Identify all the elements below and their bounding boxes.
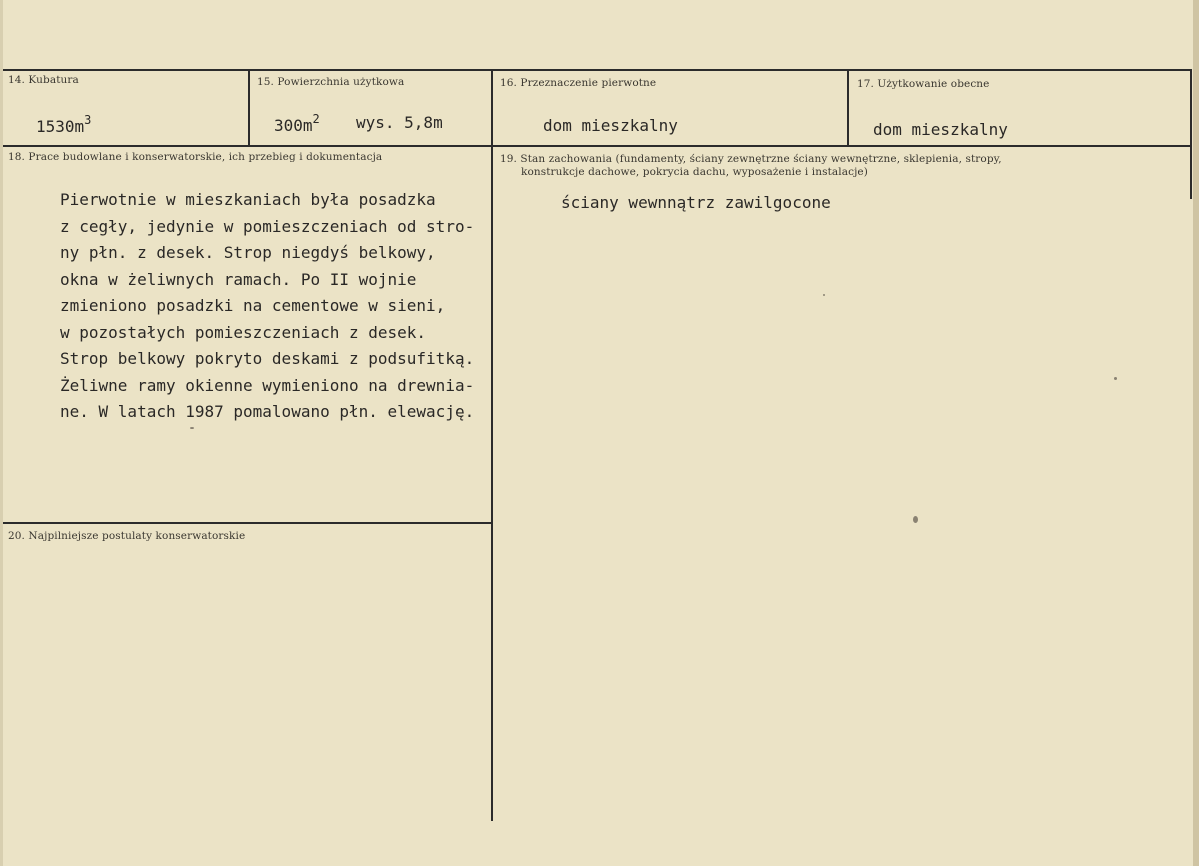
field-14-label: 14. Kubatura — [8, 74, 79, 86]
field-15-value: $300m^2$ — [274, 112, 320, 135]
section-20-divider — [3, 522, 492, 524]
field-17-label: 17. Użytkowanie obecne — [857, 78, 990, 90]
field-16-label: 16. Przeznaczenie pierwotne — [500, 77, 657, 89]
field-18-line: Strop belkowy pokryto deskami z podsufitką. — [60, 349, 475, 368]
field-20-label: 20. Najpilniejsze postulaty konserwatorskie — [8, 530, 246, 542]
divider-14-15 — [248, 69, 250, 146]
card-left-edge — [0, 0, 3, 866]
field-18-line: ny płn. z desek. Strop niegdyś belkowy, — [60, 243, 436, 262]
field-18-text — [60, 187, 474, 426]
field-19-label: 19. Stan zachowania (fundamenty, ściany zewnętrzne ściany wewnętrzne, sklepienia, stropy, — [500, 153, 1002, 165]
field-17-value: dom mieszkalny — [873, 120, 1008, 139]
field-19-label-cont: konstrukcje dachowe, pokrycia dachu, wyposażenie i instalacje) — [521, 166, 868, 178]
field-15-height: wys. 5,8m — [356, 113, 443, 132]
field-14-value: $1530m^3$ — [36, 113, 92, 136]
field-18-line: Pierwotnie w mieszkaniach była posadzka — [60, 190, 436, 209]
card-right-edge — [1193, 0, 1199, 866]
field-18-line: ne. W latach 1987 pomalowano płn. elewację. — [60, 402, 475, 421]
field-16-value: dom mieszkalny — [543, 116, 678, 135]
field-19-value: ściany wewnnątrz zawilgocone — [561, 193, 831, 212]
center-divider — [491, 69, 493, 821]
top-rule — [3, 69, 1190, 71]
field-18-label: 18. Prace budowlane i konserwatorskie, ich przebieg i dokumentacja — [8, 151, 383, 163]
field-18-line: w pozostałych pomieszczeniach z desek. — [60, 322, 427, 342]
divider-16-17 — [847, 69, 849, 146]
paper-speck — [913, 516, 918, 523]
field-18-line: z cegły, jedynie w pomieszczeniach od stro- — [60, 216, 475, 236]
field-18-line: Żeliwne ramy okienne wymieniono na drewnia- — [60, 375, 475, 395]
paper-speck — [190, 427, 194, 429]
field-15-label: 15. Powierzchnia użytkowa — [257, 76, 405, 88]
field-18-line: okna w żeliwnych ramach. Po II wojnie — [60, 269, 417, 289]
paper-speck — [1114, 377, 1117, 380]
paper-speck — [823, 294, 825, 296]
row-divider — [3, 145, 1190, 147]
field-18-line: zmieniono posadzki na cementowe w sieni, — [60, 296, 446, 315]
right-rule — [1190, 69, 1192, 199]
